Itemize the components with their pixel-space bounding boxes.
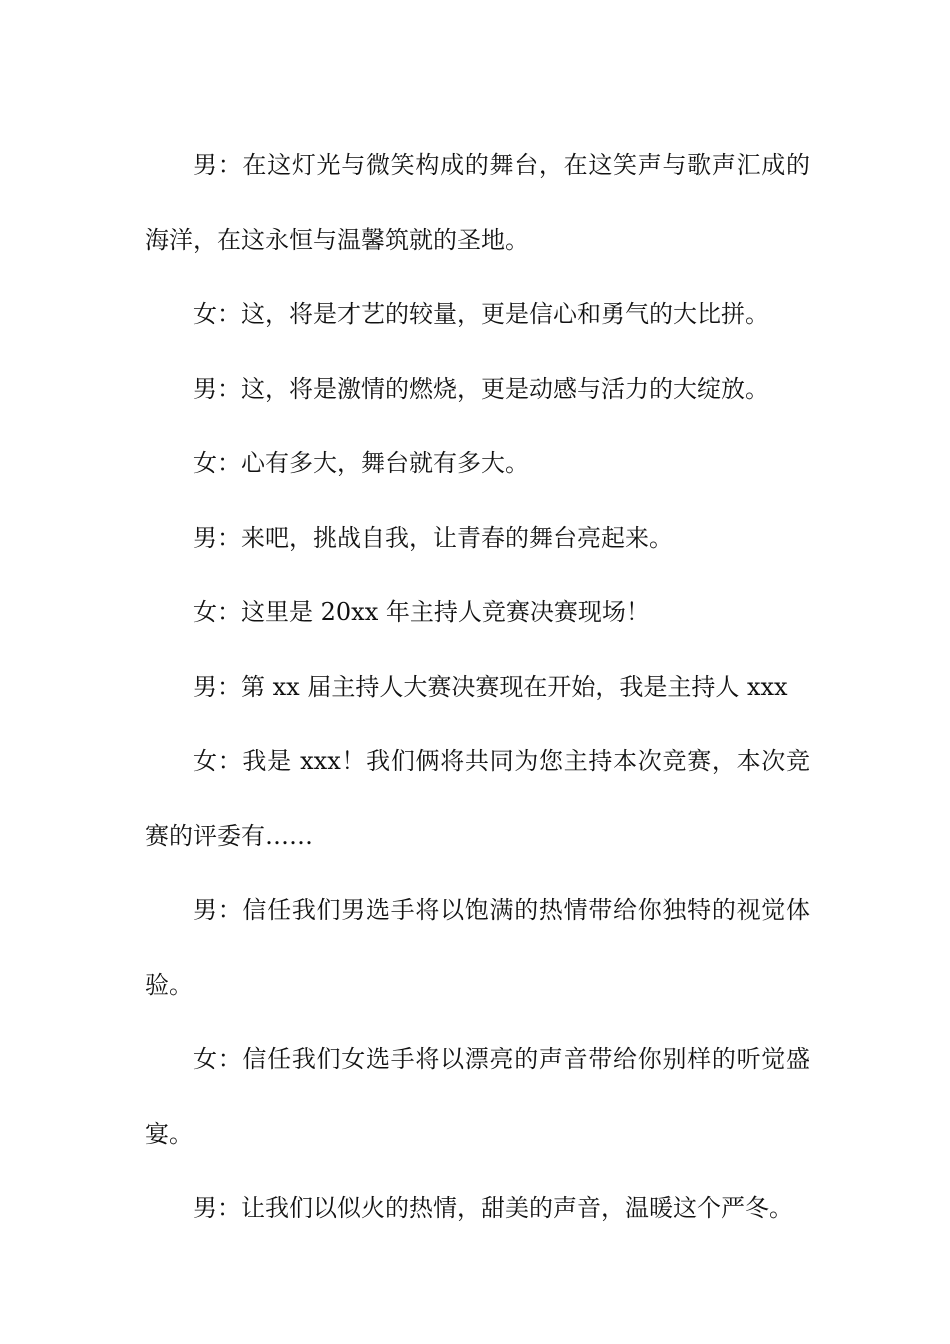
- paragraph-11: 男：让我们以似火的热情，甜美的声音，温暖这个严冬。: [193, 1194, 793, 1222]
- paragraph-9: 男：信任我们男选手将以饱满的热情带给你独特的视觉体验。: [145, 896, 810, 999]
- paragraph-5: 男：来吧，挑战自我，让青春的舞台亮起来。: [193, 523, 673, 552]
- paragraph-7: 男：第 xx 届主持人大赛决赛现在开始，我是主持人 xxx: [193, 672, 788, 701]
- paragraph-10: 女：信任我们女选手将以漂亮的声音带给你别样的听觉盛宴。: [145, 1045, 810, 1148]
- paragraph-8: 女：我是 xxx！我们俩将共同为您主持本次竞赛，本次竞赛的评委有……: [145, 747, 810, 850]
- paragraph-1: 男：在这灯光与微笑构成的舞台，在这笑声与歌声汇成的海洋，在这永恒与温馨筑就的圣地。: [145, 151, 810, 254]
- paragraph-2: 女：这，将是才艺的较量，更是信心和勇气的大比拼。: [193, 300, 769, 328]
- document-body: [145, 128, 810, 1246]
- paragraph-6: 女：这里是 20xx 年主持人竞赛决赛现场！: [193, 598, 650, 626]
- paragraph-4: 女：心有多大，舞台就有多大。: [193, 449, 529, 477]
- paragraph-3: 男：这，将是激情的燃烧，更是动感与活力的大绽放。: [193, 374, 769, 403]
